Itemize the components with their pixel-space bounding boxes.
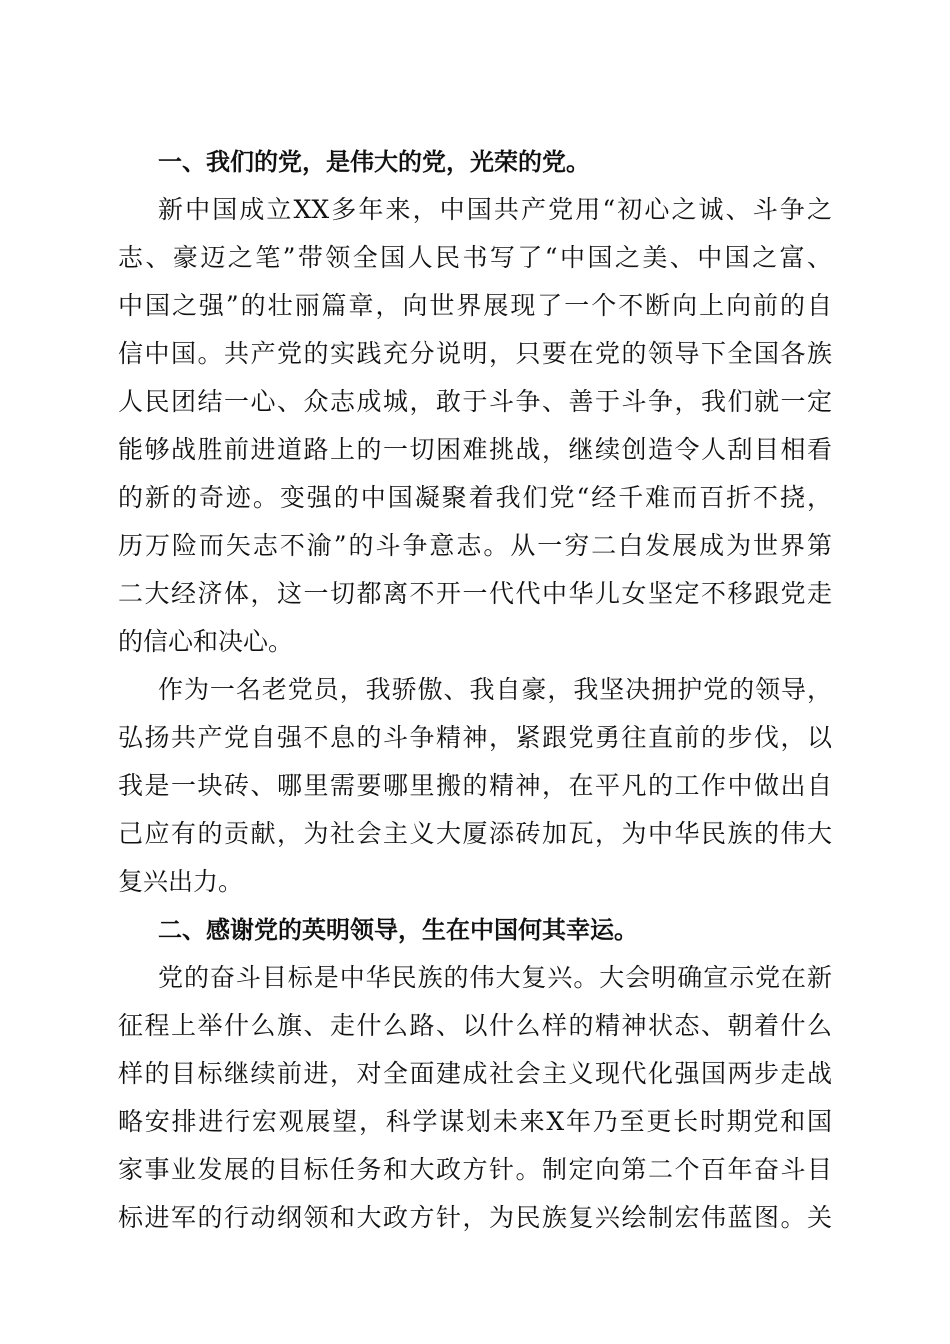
paragraph-line: 信中国。共产党的实践充分说明，只要在党的领导下全国各族 [118,339,832,368]
paragraph-line: 的信心和决心。 [118,627,294,656]
paragraph-line: 作为一名老党员，我骄傲、我自豪，我坚决拥护党的领导， [158,675,832,704]
paragraph-line: 家事业发展的目标任务和大政方针。制定向第二个百年奋斗目 [118,1155,832,1184]
paragraph-line: 略安排进行宏观展望，科学谋划未来X年乃至更长时期党和国 [118,1107,832,1136]
paragraph-line: 人民团结一心、众志成城，敢于斗争、善于斗争，我们就一定 [118,387,832,416]
paragraph-line: 新中国成立XX多年来，中国共产党用“初心之诚、斗争之 [158,195,832,224]
paragraph-line: 中国之强”的壮丽篇章，向世界展现了一个不断向上向前的自 [118,291,832,320]
paragraph-line: 标进军的行动纲领和大政方针，为民族复兴绘制宏伟蓝图。关 [118,1203,832,1232]
paragraph-line: 征程上举什么旗、走什么路、以什么样的精神状态、朝着什么 [118,1011,832,1040]
paragraph-line: 复兴出力。 [118,867,244,896]
paragraph-line: 党的奋斗目标是中华民族的伟大复兴。大会明确宣示党在新 [158,963,832,992]
section-heading-2: 二、感谢党的英明领导，生在中国何其幸运。 [158,916,638,944]
paragraph-line: 志、豪迈之笔”带领全国人民书写了“中国之美、中国之富、 [118,243,832,272]
paragraph-line: 弘扬共产党自强不息的斗争精神，紧跟党勇往直前的步伐，以 [118,723,832,752]
paragraph-line: 己应有的贡献，为社会主义大厦添砖加瓦，为中华民族的伟大 [118,819,832,848]
paragraph-line: 历万险而矢志不渝”的斗争意志。从一穷二白发展成为世界第 [118,531,832,560]
section-heading-1: 一、我们的党，是伟大的党，光荣的党。 [158,148,590,176]
paragraph-line: 二大经济体，这一切都离不开一代代中华儿女坚定不移跟党走 [118,579,832,608]
paragraph-line: 样的目标继续前进，对全面建成社会主义现代化强国两步走战 [118,1059,832,1088]
paragraph-line: 的新的奇迹。变强的中国凝聚着我们党“经千难而百折不挠， [118,483,832,512]
paragraph-line: 能够战胜前进道路上的一切困难挑战，继续创造令人刮目相看 [118,435,832,464]
paragraph-line: 我是一块砖、哪里需要哪里搬的精神，在平凡的工作中做出自 [118,771,832,800]
